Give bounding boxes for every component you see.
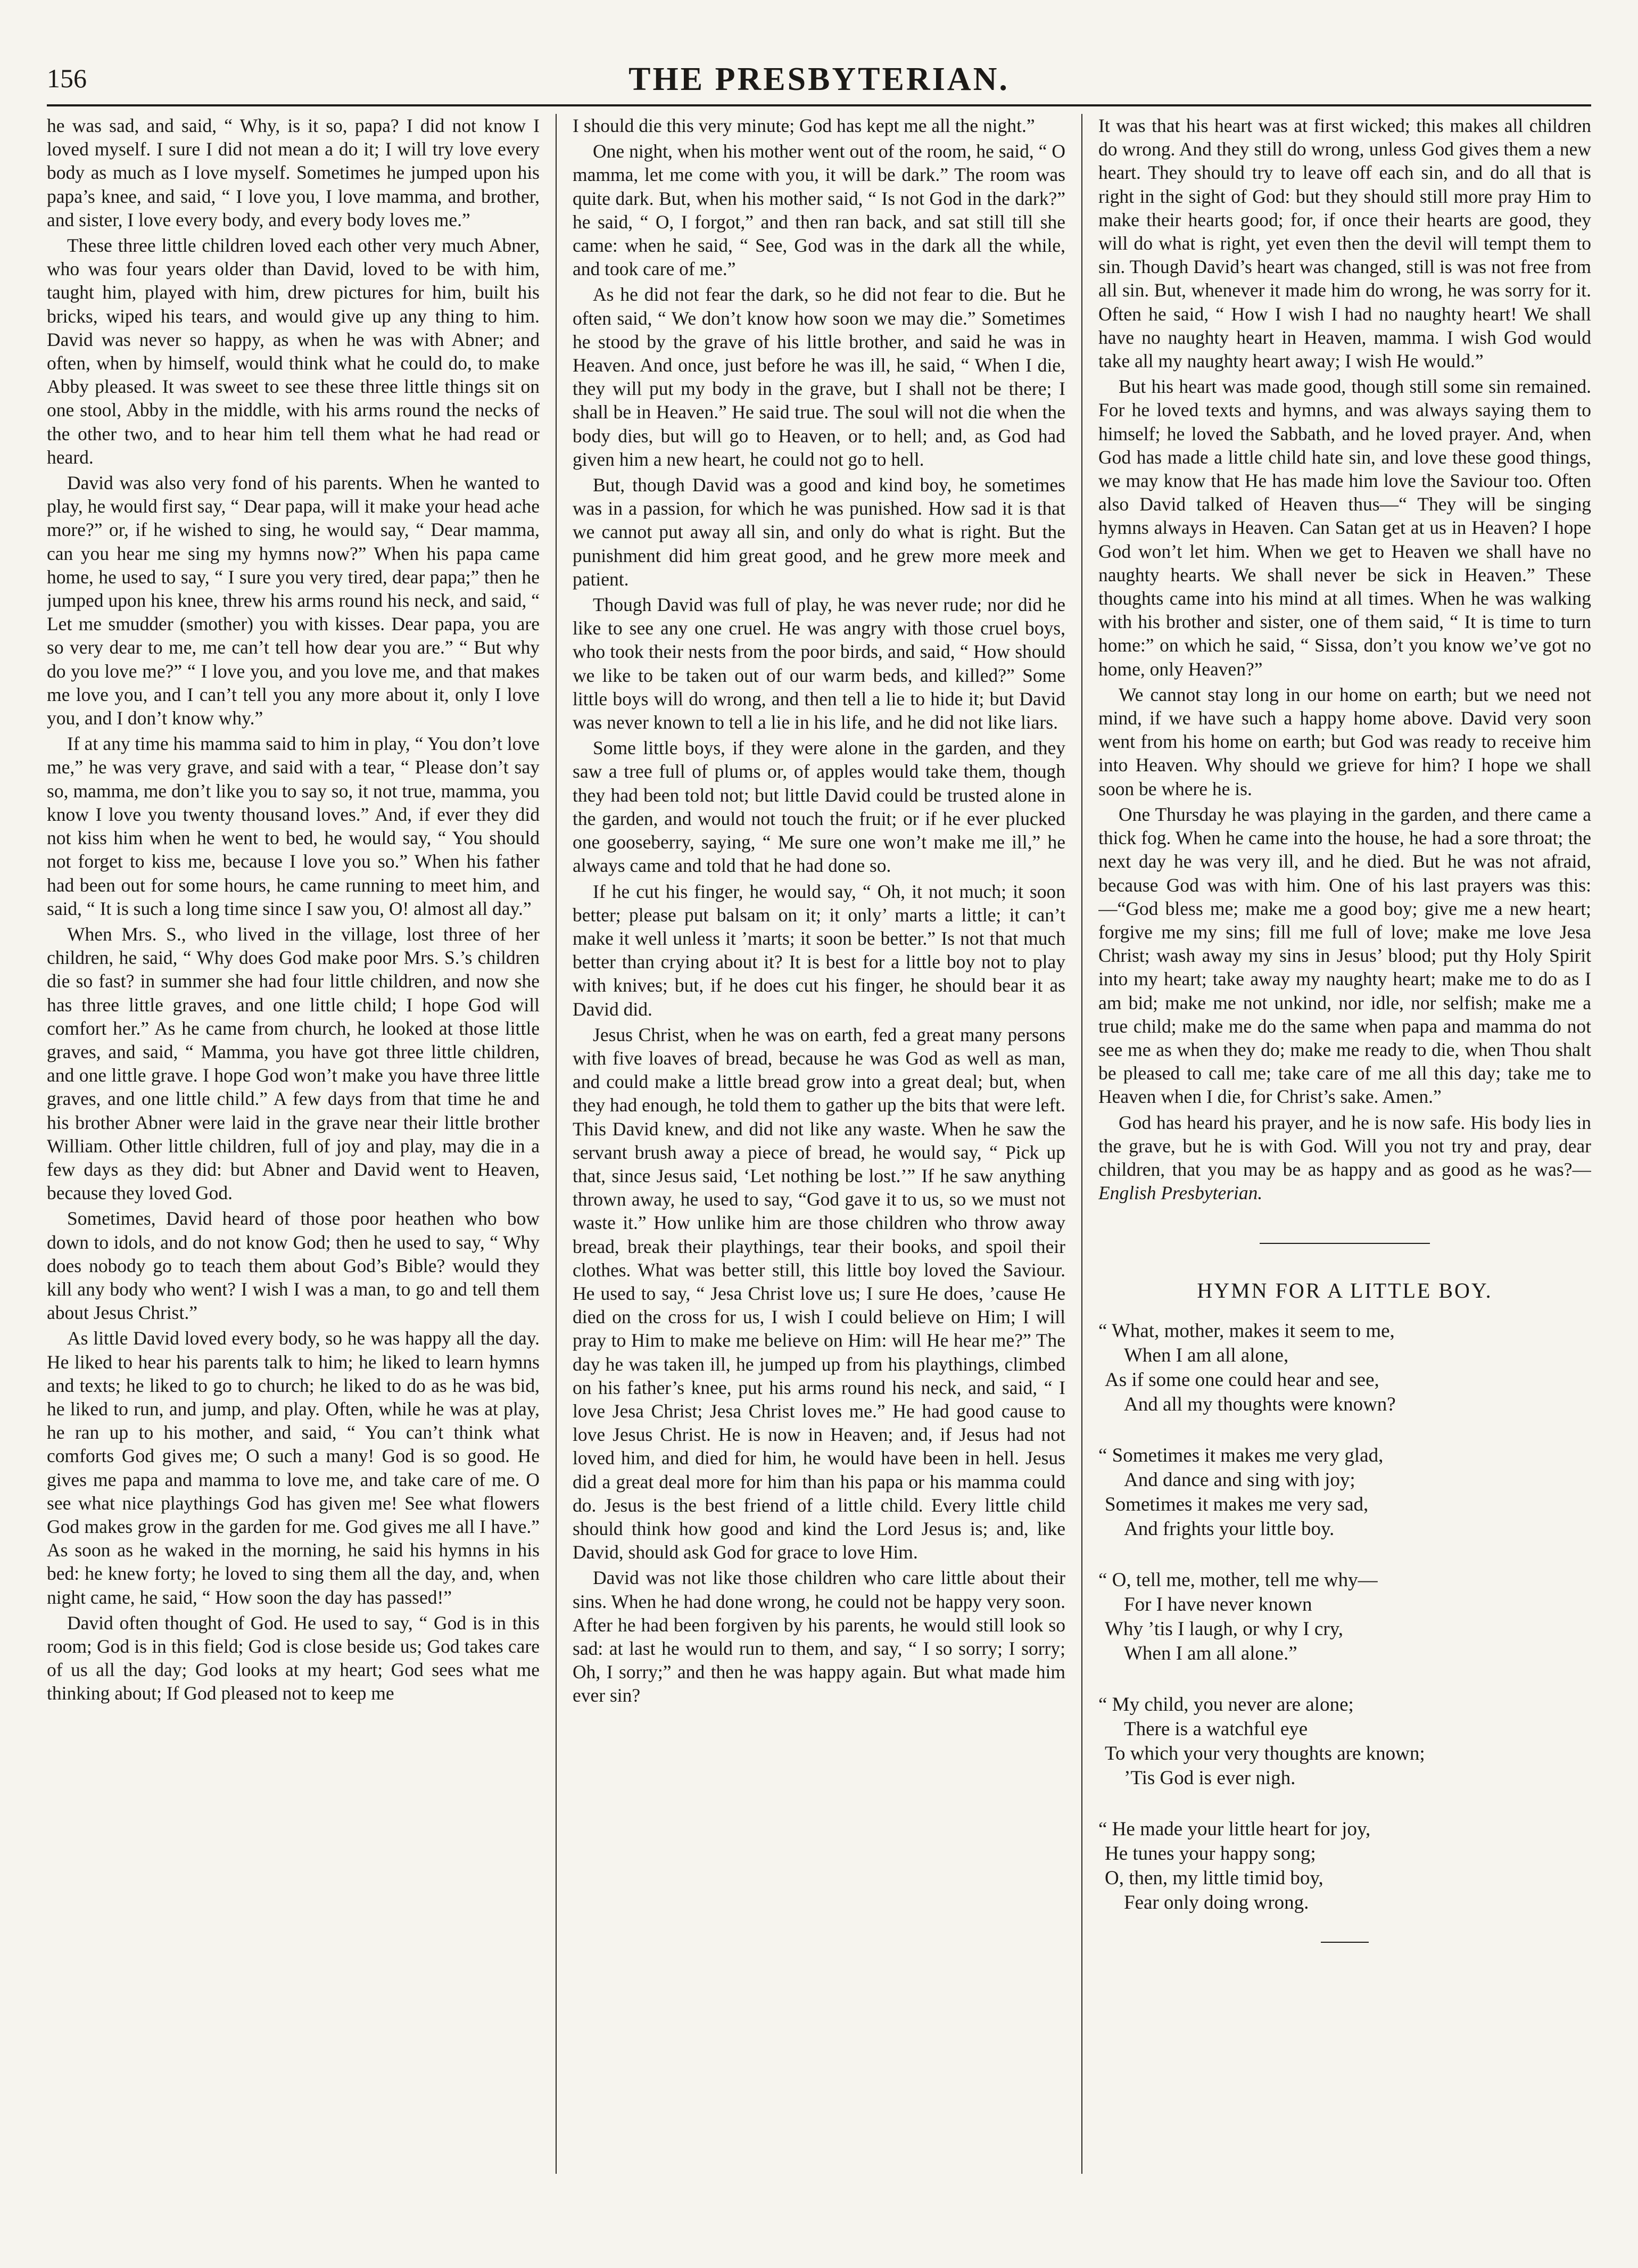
- hymn-stanza: [1098, 1319, 1591, 1417]
- article-column-3: [1098, 114, 1591, 2174]
- paragraph: But, though David was a good and kind boy, he sometimes was in a passion, for which he was punished. How sad it is that we cannot put away all sin, and only do what is right. But the punishment did him great good, and he grew more meek and patient.: [573, 474, 1065, 590]
- hymn-line: And all my thoughts were known?: [1124, 1393, 1396, 1415]
- hymn-line: He tunes your happy song;: [1105, 1842, 1316, 1865]
- paragraph: When Mrs. S., who lived in the village, lost three of her children, he said, “ Why does God make poor Mrs. S.’s children die so fast? in summer she had four little children, and now she has three little graves, and one little child; I hope God will comfort her.” As he came from church, he looked at those little graves, and said, “ Mamma, you have got three little children, and one little grave. I hope God won’t make you have three little graves, and one little child.” A few days from that time he and his brother Abner were laid in the grave near their little brother William. Other little children, full of joy and play, may die in a few days as they did: but Abner and David went to Heaven, because they loved God.: [47, 923, 540, 1204]
- hymn-line: Sometimes it makes me very sad,: [1105, 1493, 1369, 1515]
- hymn-title: HYMN FOR A LITTLE BOY.: [1197, 1279, 1493, 1303]
- hymn-stanza: [1098, 1693, 1591, 1791]
- hymn-line: “ O, tell me, mother, tell me why—: [1098, 1569, 1378, 1591]
- paragraph: [1098, 1111, 1591, 1205]
- page-number: 156: [47, 63, 87, 93]
- paragraph: David was not like those children who care little about their sins. When he had done wrong, he could not be happy very soon. After he had been forgiven by his parents, he would still look so sad: at last he would run to them, and say, “ I so sorry; I sorry; Oh, I sorry;” and then he was happy again. But what made him ever sin?: [573, 1567, 1065, 1706]
- paragraph: One Thursday he was playing in the garden, and there came a thick fog. When he came into the house, he had a sore throat; the next day he was very ill, and he died. But he was not afraid, because God was with him. One of his last prayers was this:—“God bless me; make me a good boy; give me a new heart; forgive me my sins; fill me full of love; make me love Jesa Christ; wash away my sins in Jesus’ blood; put thy Holy Spirit into my heart; take away my naughty heart; make me to do as I am bid; make me not unkind, nor idle, nor selfish; make me a true child; make me do the same when papa and mamma do not see me as when they do; make me ready to die, when Thou shalt be pleased to call me; take care of me all this day; take me to Heaven when I die, for Christ’s sake. Amen.”: [1098, 803, 1591, 1108]
- paragraph: David was also very fond of his parents. When he wanted to play, he would first say, “ Dear papa, will it make your head ache more?” or, if he wished to sing, he would say, “ Dear mamma, can you hear me sing my hymns now?” When his papa came home, he used to say, “ I sure you very tired, dear papa;” then he jumped upon his knee, threw his arms round his neck, and said, “ Let me smudder (smother) you with kisses. Dear papa, you are so very dear to me, me can’t tell how dear you are.” “ But why do you love me?” “ I love you, and you love me, and that makes me love you, and I can’t tell you any more about it, only I love you, and I don’t know why.”: [47, 472, 540, 729]
- hymn-line: “ Sometimes it makes me very glad,: [1098, 1444, 1384, 1466]
- paragraph: But his heart was made good, though still some sin remained. For he loved texts and hymns, and was always saying them to himself; he loved the Sabbath, and he loved prayer. And, when God has made a little child hate sin, and love these good things, we may know that He has made him love the Saviour too. Often also David talked of Heaven thus—“ They will be singing hymns always in Heaven. Can Satan get at us in Heaven? I hope God won’t let him. When we get to Heaven we shall have no naughty hearts. We shall never be sick in Heaven.” These thoughts came into his mind at all times. When he was walking with his brother and sister, one of them said, “ It is time to turn home:” on which he said, “ Sissa, don’t you know we’ve got no home, only Heaven?”: [1098, 376, 1591, 680]
- hymn-line: And frights your little boy.: [1124, 1518, 1335, 1540]
- paragraph: One night, when his mother went out of the room, he said, “ O mamma, let me come with you, it will be dark.” The room was quite dark. But, when his mother said, “ Is not God in the dark?” he said, “ O, I forgot,” and then ran back, and sat still till she came: when he said, “ See, God was in the dark all the while, and took care of me.”: [573, 141, 1065, 280]
- paragraph: If at any time his mamma said to him in play, “ You don’t love me,” he was very grave, and said with a tear, “ Please don’t say so, mamma, me don’t like you to say so, it not true, mamma, you know I love you twenty thousand loves.” And, if ever they did not kiss him when he went to bed, he would say, “ You should not forget to kiss me, because I love you so.” When his father had been out for some hours, he came running to meet him, and said, “ It is such a long time since I saw you, O! almost all day.”: [47, 733, 540, 919]
- paragraph: These three little children loved each other very much Abner, who was four years older than David, loved to be with him, taught him, played with him, drew pictures for him, built his bricks, wiped his tears, and would give up any thing to him. David was never so happy, as when he was with Abner; and often, when by himself, would think what he could do, to make Abby pleased. It was sweet to see these three little things sit on one stool, Abby in the middle, with his arms round the necks of the other two, and to hear him tell them what he had read or heard.: [47, 235, 540, 468]
- hymn-line: “ My child, you never are alone;: [1098, 1693, 1354, 1716]
- hymn-line: “ What, mother, makes it seem to me,: [1098, 1319, 1395, 1342]
- paragraph: David often thought of God. He used to say, “ God is in this room; God is in this field; God is close beside us; God takes care of us all the day; God looks at my heart; God sees what me thinking about; If God pleased not to keep me: [47, 1612, 540, 1704]
- article-column-1: [47, 114, 540, 2174]
- hymn-stanza: [1098, 1444, 1591, 1541]
- masthead: [47, 53, 1591, 106]
- paragraph: We cannot stay long in our home on earth; but we need not mind, if we have such a happy home above. David very soon went from his home on earth; but God was ready to receive him into Heaven. Why should we grieve for him? I hope we shall soon be where he is.: [1098, 683, 1591, 799]
- paragraph: Sometimes, David heard of those poor heathen who bow down to idols, and do not know God; then he used to say, “ Why does nobody go to teach them about God’s Bible? would they kill any body who went? I wish I was a man, to go and tell them about Jesus Christ.”: [47, 1208, 540, 1324]
- column-divider: [1081, 114, 1082, 2174]
- hymn-line: “ He made your little heart for joy,: [1098, 1818, 1371, 1840]
- hymn-line: There is a watchful eye: [1124, 1718, 1308, 1740]
- section-divider: [1260, 1243, 1430, 1244]
- hymn-stanza: [1098, 1817, 1591, 1915]
- paragraph: he was sad, and said, “ Why, is it so, papa? I did not know I loved myself. I sure I did not mean a do it; I will try love every body as much as I love myself. Sometimes he jumped upon his papa’s knee, and said, “ I love you, I love mamma, and brother, and sister, I love every body, and every body loves me.”: [47, 115, 540, 230]
- paragraph: As he did not fear the dark, so he did not fear to die. But he often said, “ We don’t know how soon we may die.” Sometimes he stood by the grave of his little brother, and said he was in Heaven. And once, just before he was ill, he said, “ When I die, they will put my body in the grave, but I shall not be there; I shall be in Heaven.” He said true. The soul will not die when the body dies, but will go to Heaven, or to hell; and, as God had given him a new heart, he could not go to hell.: [573, 284, 1065, 470]
- paragraph-text: God has heard his prayer, and he is now safe. His body lies in the grave, but he is with God. Will you not try and pray, dear children, that you may be as happy and as good as he was?—: [1098, 1111, 1591, 1180]
- hymn-line: For I have never known: [1124, 1593, 1312, 1615]
- hymn-line: Why ’tis I laugh, or why I cry,: [1105, 1618, 1344, 1640]
- article-column-2: [573, 114, 1065, 2174]
- hymn-line: ’Tis God is ever nigh.: [1124, 1767, 1296, 1789]
- hymn-line: To which your very thoughts are known;: [1105, 1742, 1425, 1764]
- hymn-line: When I am all alone.”: [1124, 1642, 1297, 1664]
- paragraph: Some little boys, if they were alone in the garden, and they saw a tree full of plums or, of apples would take them, though they had been told not; but little David could be trusted alone in the garden, and would not touch the fruit; or if he ever plucked one gooseberry, saying, “ Me sure one won’t make me ill,” he always came and told that he had done so.: [573, 737, 1065, 877]
- paragraph: Jesus Christ, when he was on earth, fed a great many persons with five loaves of bread, because he was God as well as man, and could make a little bread grow into a great deal; but, when they had enough, he told them to gather up the bits that were left. This David knew, and did not like any waste. When he saw the servant brush away a piece of bread, he would say, “ Pick up that, since Jesus said, ‘Let nothing be lost.’” If he saw anything thrown away, he used to say, “God gave it to us, so we must not waste it.” How unlike him are those children who throw away bread, break their playthings, tear their books, and spoil their clothes. What was better still, this little boy loved the Saviour. He used to say, “ Jesa Christ love us; I sure He does, ’cause He died on the cross for us, I wish I could believe on Him; I will pray to Him to make me believe on Him: will He hear me?” The day he was taken ill, he jumped up from his playthings, climbed on his father’s knee, put his arms round his neck, and said, “ I love Jesa Christ; Jesa Christ loves me.” He had good cause to love Jesus Christ. He is now in Heaven; and, if Jesus had not loved him, and died for him, he would have been in hell. Jesus did a great deal more for him than his papa or his mamma could do. Jesus is the best friend of a little child. Every little child should think how good and kind the Lord Jesus is; and, like David, should ask God for grace to love Him.: [573, 1024, 1065, 1563]
- hymn-line: O, then, my little timid boy,: [1105, 1867, 1323, 1889]
- paragraph: I should die this very minute; God has kept me all the night.”: [573, 115, 1035, 136]
- paragraph: Though David was full of play, he was never rude; nor did he like to see any one cruel. He was angry with those cruel boys, who took their nests from the poor birds, and said, “ How should we like to be taken out of our warm beds, and killed?” Some little boys will do wrong, and then tell a lie to hide it; but David was never known to tell a lie in his life, and he did not like liars.: [573, 594, 1065, 733]
- hymn-line: Fear only doing wrong.: [1124, 1891, 1309, 1914]
- hymn-stanza: [1098, 1568, 1591, 1666]
- hymn-line: When I am all alone,: [1124, 1344, 1289, 1366]
- paragraph: If he cut his finger, he would say, “ Oh, it not much; it soon better; please put balsam on it; it only’ marts a little; it can’t make it well unless it ’marts; it soon be better.” Is not that much better than crying about it? It is best for a little boy not to play with knives; but, if he does cut his finger, he should bear it as David did.: [573, 880, 1065, 1020]
- hymn-line: And dance and sing with joy;: [1124, 1469, 1355, 1491]
- end-divider: [1321, 1942, 1369, 1943]
- paragraph: It was that his heart was at first wicked; this makes all children do wrong. And they still do wrong, unless God gives them a new heart. They should try to leave off each sin, and do all that is right in the sight of God: but they should still more pray Him to make their hearts good; for, if once their hearts are good, they will do what is right, yet even then the devil will tempt them to sin. Though David’s heart was changed, still is was not free from all sin. But, whenever it made him do wrong, he was sorry for it. Often he said, “ How I wish I had no naughty heart! We shall have no naughty heart in Heaven, mamma. I wish God would take all my naughty heart away; I wish He would.”: [1098, 115, 1591, 372]
- source-credit: English Presbyterian.: [1098, 1182, 1263, 1204]
- paragraph: As little David loved every body, so he was happy all the day. He liked to hear his parents talk to him; he liked to learn hymns and texts; he liked to go to church; he liked to do as he was bid, he liked to run, and jump, and play. Often, while he was at play, he ran up to his mother, and said, “ You can’t think what comforts God gives me; O such a many! God is so good. He gives me papa and mamma to love me, and take care of me. O see what nice playthings God has given me! See what flowers God makes grow in the garden for me. God gives me all I have.” As soon as he waked in the morning, he said his hymns in his bed: he knew forty; he loved to sing them all the day, and, when night came, he said, “ How soon the day has passed!”: [47, 1327, 540, 1608]
- column-divider: [556, 114, 557, 2174]
- journal-title: THE PRESBYTERIAN.: [628, 61, 1010, 97]
- hymn-line: As if some one could hear and see,: [1105, 1368, 1379, 1391]
